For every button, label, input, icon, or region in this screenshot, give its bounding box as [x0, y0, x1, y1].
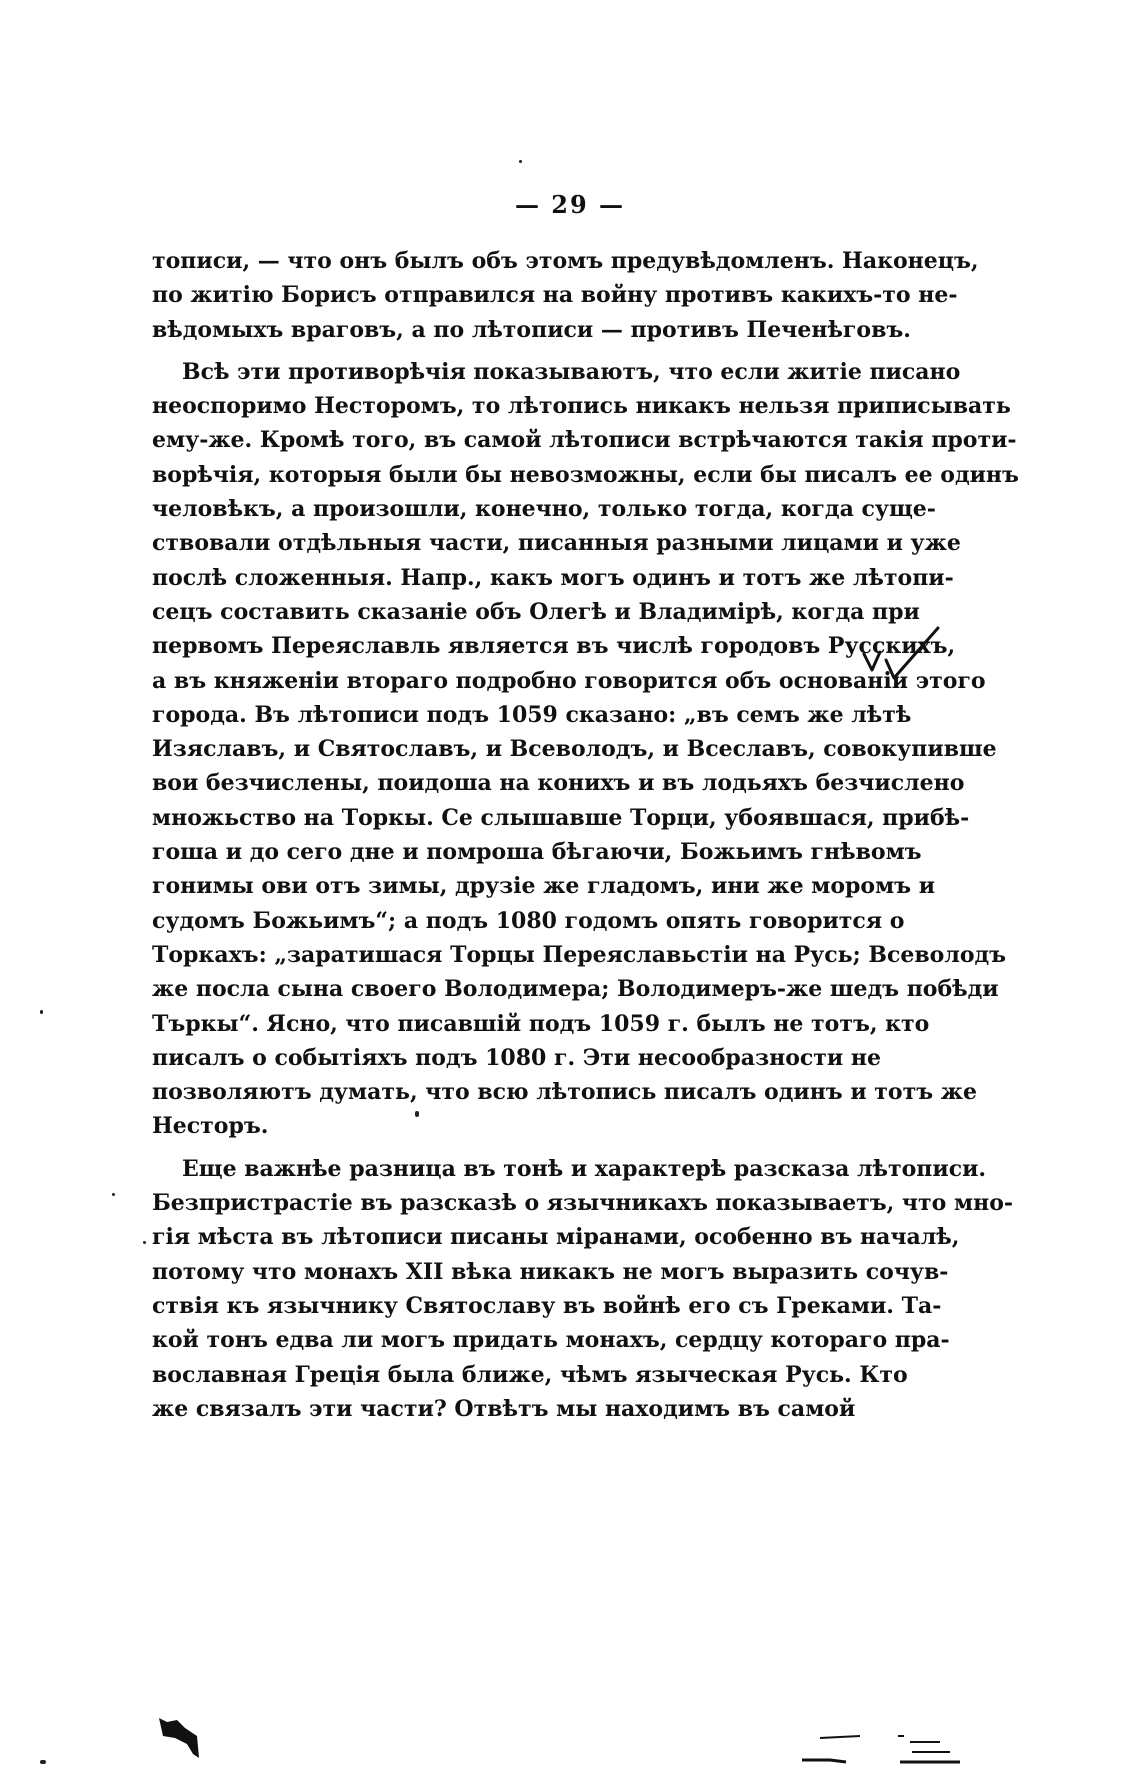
text-line: судомъ Божьимъ“; а подъ 1080 годомъ опять говорится о	[152, 907, 905, 934]
text-line: Еще важнѣе разница въ тонѣ и характерѣ разсказа лѣтописи.	[182, 1155, 987, 1182]
scan-speck	[40, 1010, 43, 1014]
text-line: ствовали отдѣльныя части, писанныя разными лицами и уже	[152, 530, 961, 557]
scan-speck	[40, 1760, 46, 1764]
text-line: Торкахъ: „заратишася Торцы Переяславьстіи на Русь; Всеволодъ	[152, 941, 1007, 968]
page-corner-mark-left	[155, 1714, 205, 1766]
text-line: вои безчислены, поидоша на конихъ и въ лодьяхъ безчислено	[152, 770, 965, 797]
text-line: ворѣчія, которыя были бы невозможны, если бы писалъ ее одинъ	[152, 461, 1019, 488]
page-number: — 29 —	[514, 190, 626, 219]
text-line: множьство на Торкы. Се слышавше Торци, убоявшася, прибѣ-	[152, 804, 970, 831]
text-line: кой тонъ едва ли могъ придать монахъ, сердцу котораго пра-	[152, 1327, 950, 1354]
text-line: ему-же. Кромѣ того, въ самой лѣтописи встрѣчаются такія проти-	[152, 427, 1017, 454]
scan-speck	[415, 1111, 419, 1117]
text-line: сецъ составить сказаніе объ Олегѣ и Владимірѣ, когда при	[152, 598, 920, 625]
text-line: города. Въ лѣтописи подъ 1059 сказано: „въ семъ же лѣтѣ	[152, 701, 912, 728]
text-line: неоспоримо Несторомъ, то лѣтопись никакъ нельзя приписывать	[152, 393, 1011, 420]
text-line: потому что монахъ XII вѣка никакъ не могъ выразить сочув-	[152, 1258, 949, 1285]
text-line: первомъ Переяславль является въ числѣ городовъ Русскихъ,	[152, 633, 956, 660]
text-line: Всѣ эти противорѣчія показываютъ, что если житіе писано	[182, 358, 961, 385]
text-line: позволяютъ думать, что всю лѣтопись писалъ одинъ и тотъ же	[152, 1079, 977, 1106]
text-line: тописи, — что онъ былъ объ этомъ предувѣдомленъ. Наконецъ,	[152, 248, 979, 274]
body-text	[152, 244, 1019, 1426]
text-line: гоша и до сего дне и помроша бѣгаючи, Божьимъ гнѣвомъ	[152, 839, 922, 866]
text-line: Несторъ.	[152, 1113, 269, 1140]
page-corner-mark-right	[800, 1730, 980, 1770]
text-line: человѣкъ, а произошли, конечно, только тогда, когда суще-	[152, 496, 936, 523]
text-line: а въ княженіи втораго подробно говорится объ основаніи этого	[152, 667, 986, 694]
text-line: же посла сына своего Володимера; Володимеръ-же шедъ побѣди	[152, 976, 999, 1003]
scan-speck	[143, 1241, 146, 1244]
text-line: гонимы ови отъ зимы, друзіе же гладомъ, ини же моромъ и	[152, 873, 936, 900]
text-line: вѣдомыхъ враговъ, а по лѣтописи — противъ Печенѣговъ.	[152, 316, 911, 343]
text-line: послѣ сложенныя. Напр., какъ могъ одинъ и тотъ же лѣтопи-	[152, 564, 954, 591]
text-line: Изяславъ, и Святославъ, и Всеволодъ, и Всеславъ, совокупивше	[152, 736, 997, 763]
text-line: ствія къ язычнику Святославу въ войнѣ его съ Греками. Та-	[152, 1292, 942, 1319]
text-line: по житію Борисъ отправился на войну противъ какихъ-то не-	[152, 282, 958, 309]
handwritten-check-marks	[862, 626, 942, 686]
text-line: Търкы“. Ясно, что писавшій подъ 1059 г. былъ не тотъ, кто	[152, 1010, 930, 1037]
scan-speck	[112, 1193, 115, 1196]
text-line: вославная Греція была ближе, чѣмъ языческая Русь. Кто	[152, 1361, 908, 1388]
scan-speck	[519, 160, 522, 163]
text-line: писалъ о событіяхъ подъ 1080 г. Эти несообразности не	[152, 1044, 881, 1071]
text-line: Безпристрастіе въ разсказѣ о язычникахъ показываетъ, что мно-	[152, 1190, 1014, 1217]
text-line: гія мѣста въ лѣтописи писаны міранами, особенно въ началѣ,	[152, 1224, 960, 1251]
text-line: же связалъ эти части? Отвѣтъ мы находимъ въ самой	[152, 1395, 856, 1422]
